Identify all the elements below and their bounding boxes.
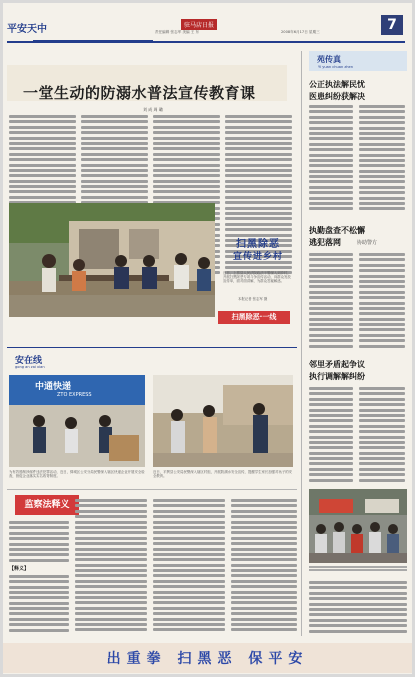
express-sign-en: ZTO EXPRESS <box>57 392 92 398</box>
section-title: 平安天中 <box>7 24 47 35</box>
header-rule <box>7 41 405 43</box>
page-number: 7 <box>381 15 403 35</box>
story1-col-2 <box>359 105 405 217</box>
page-header <box>3 3 412 45</box>
express-photo-graphic <box>9 375 145 467</box>
legal-col-3 <box>153 499 225 639</box>
police-publicity-photo <box>153 375 293 467</box>
crackdown-banner: 扫黑除恶·一线 <box>218 311 290 324</box>
main-headline: 一堂生动的防溺水普法宣传教育课 <box>23 84 256 102</box>
express-caption: 为有效遏制涉邮件违法犯罪活动，近日，驿城区公安分局民警深入辖区快递企业开展安全检查，督促企业落实实名收寄制度。 <box>9 470 145 479</box>
legal-col-4 <box>231 499 297 639</box>
legal-col-1 <box>9 521 69 639</box>
rural-propaganda-photo <box>9 203 215 317</box>
column-title: 苑传真 <box>317 54 341 64</box>
crowd-photo-graphic <box>309 489 407 563</box>
police-caption: 近日，平舆县公安局民警深入辖区村组，开展防溺水安全宣传，提醒学生家长加强对孩子的安全教育。 <box>153 470 293 479</box>
story2-col-2 <box>359 253 405 351</box>
story2-title: 执勤盘查不松懈 <box>309 225 365 235</box>
column-divider <box>301 51 302 636</box>
photo-title-line2: 宣传进乡村 <box>232 252 283 262</box>
photo-title <box>223 239 293 263</box>
publication-date: 2008年6月17日 星期三 <box>281 30 320 34</box>
footer-slogan: 出重拳 扫黑恶 保平安 <box>106 651 309 667</box>
byline: 刘 成 周 璐 <box>143 107 163 112</box>
story1-col-1 <box>309 105 353 217</box>
editor-line: 责任编辑 张志军 美编 王 东 <box>155 30 200 34</box>
photo-credit: 本报记者 张志军 摄 <box>238 297 268 301</box>
legal-interpretation-tag: 监察法释义 <box>15 495 79 515</box>
story2-subtitle2: 协助警方 <box>357 240 378 246</box>
newspaper-name: 驻马店日报 <box>181 19 217 30</box>
express-sign: 中通快递 <box>35 382 72 392</box>
section-rule <box>7 347 297 348</box>
crowd-photo <box>309 489 407 563</box>
story3-subtitle: 执行调解解纠纷 <box>309 371 365 381</box>
story3-col-1 <box>309 387 353 483</box>
column-title-pinyin: Yi yuan chuan zhen <box>318 65 354 69</box>
story2-col-1 <box>309 253 353 351</box>
safety-section-tag: 安在线 <box>15 356 43 366</box>
story3-title: 邻里矛盾起争议 <box>309 359 365 369</box>
newspaper-page <box>3 3 412 674</box>
photo-graphic <box>9 203 215 317</box>
story2-subtitle: 逃犯落网 <box>309 237 341 247</box>
lower-rule <box>7 489 297 490</box>
express-inspection-photo <box>9 375 145 467</box>
story1-title: 公正执法解民忧 <box>309 79 365 89</box>
crowd-photo-caption <box>309 565 407 579</box>
legal-col-2 <box>75 499 147 639</box>
photo-title-line1: 扫黑除恶 <box>236 239 280 250</box>
photo-caption: 近日，上蔡县人民法院政法干警深入到乡村，开展扫黑除恶专项斗争宣传活动，向群众发放宣传单，面对面讲解，为群众答疑解惑。 <box>223 271 291 284</box>
right-bottom-text <box>309 581 407 637</box>
safety-section-pinyin: gong an zai xian <box>15 365 45 369</box>
legal-section-label: 【释义】 <box>9 565 30 572</box>
story3-col-2 <box>359 387 405 483</box>
story1-subtitle: 医患纠纷获解决 <box>309 91 365 101</box>
divider <box>33 40 153 41</box>
police-photo-graphic <box>153 375 293 467</box>
